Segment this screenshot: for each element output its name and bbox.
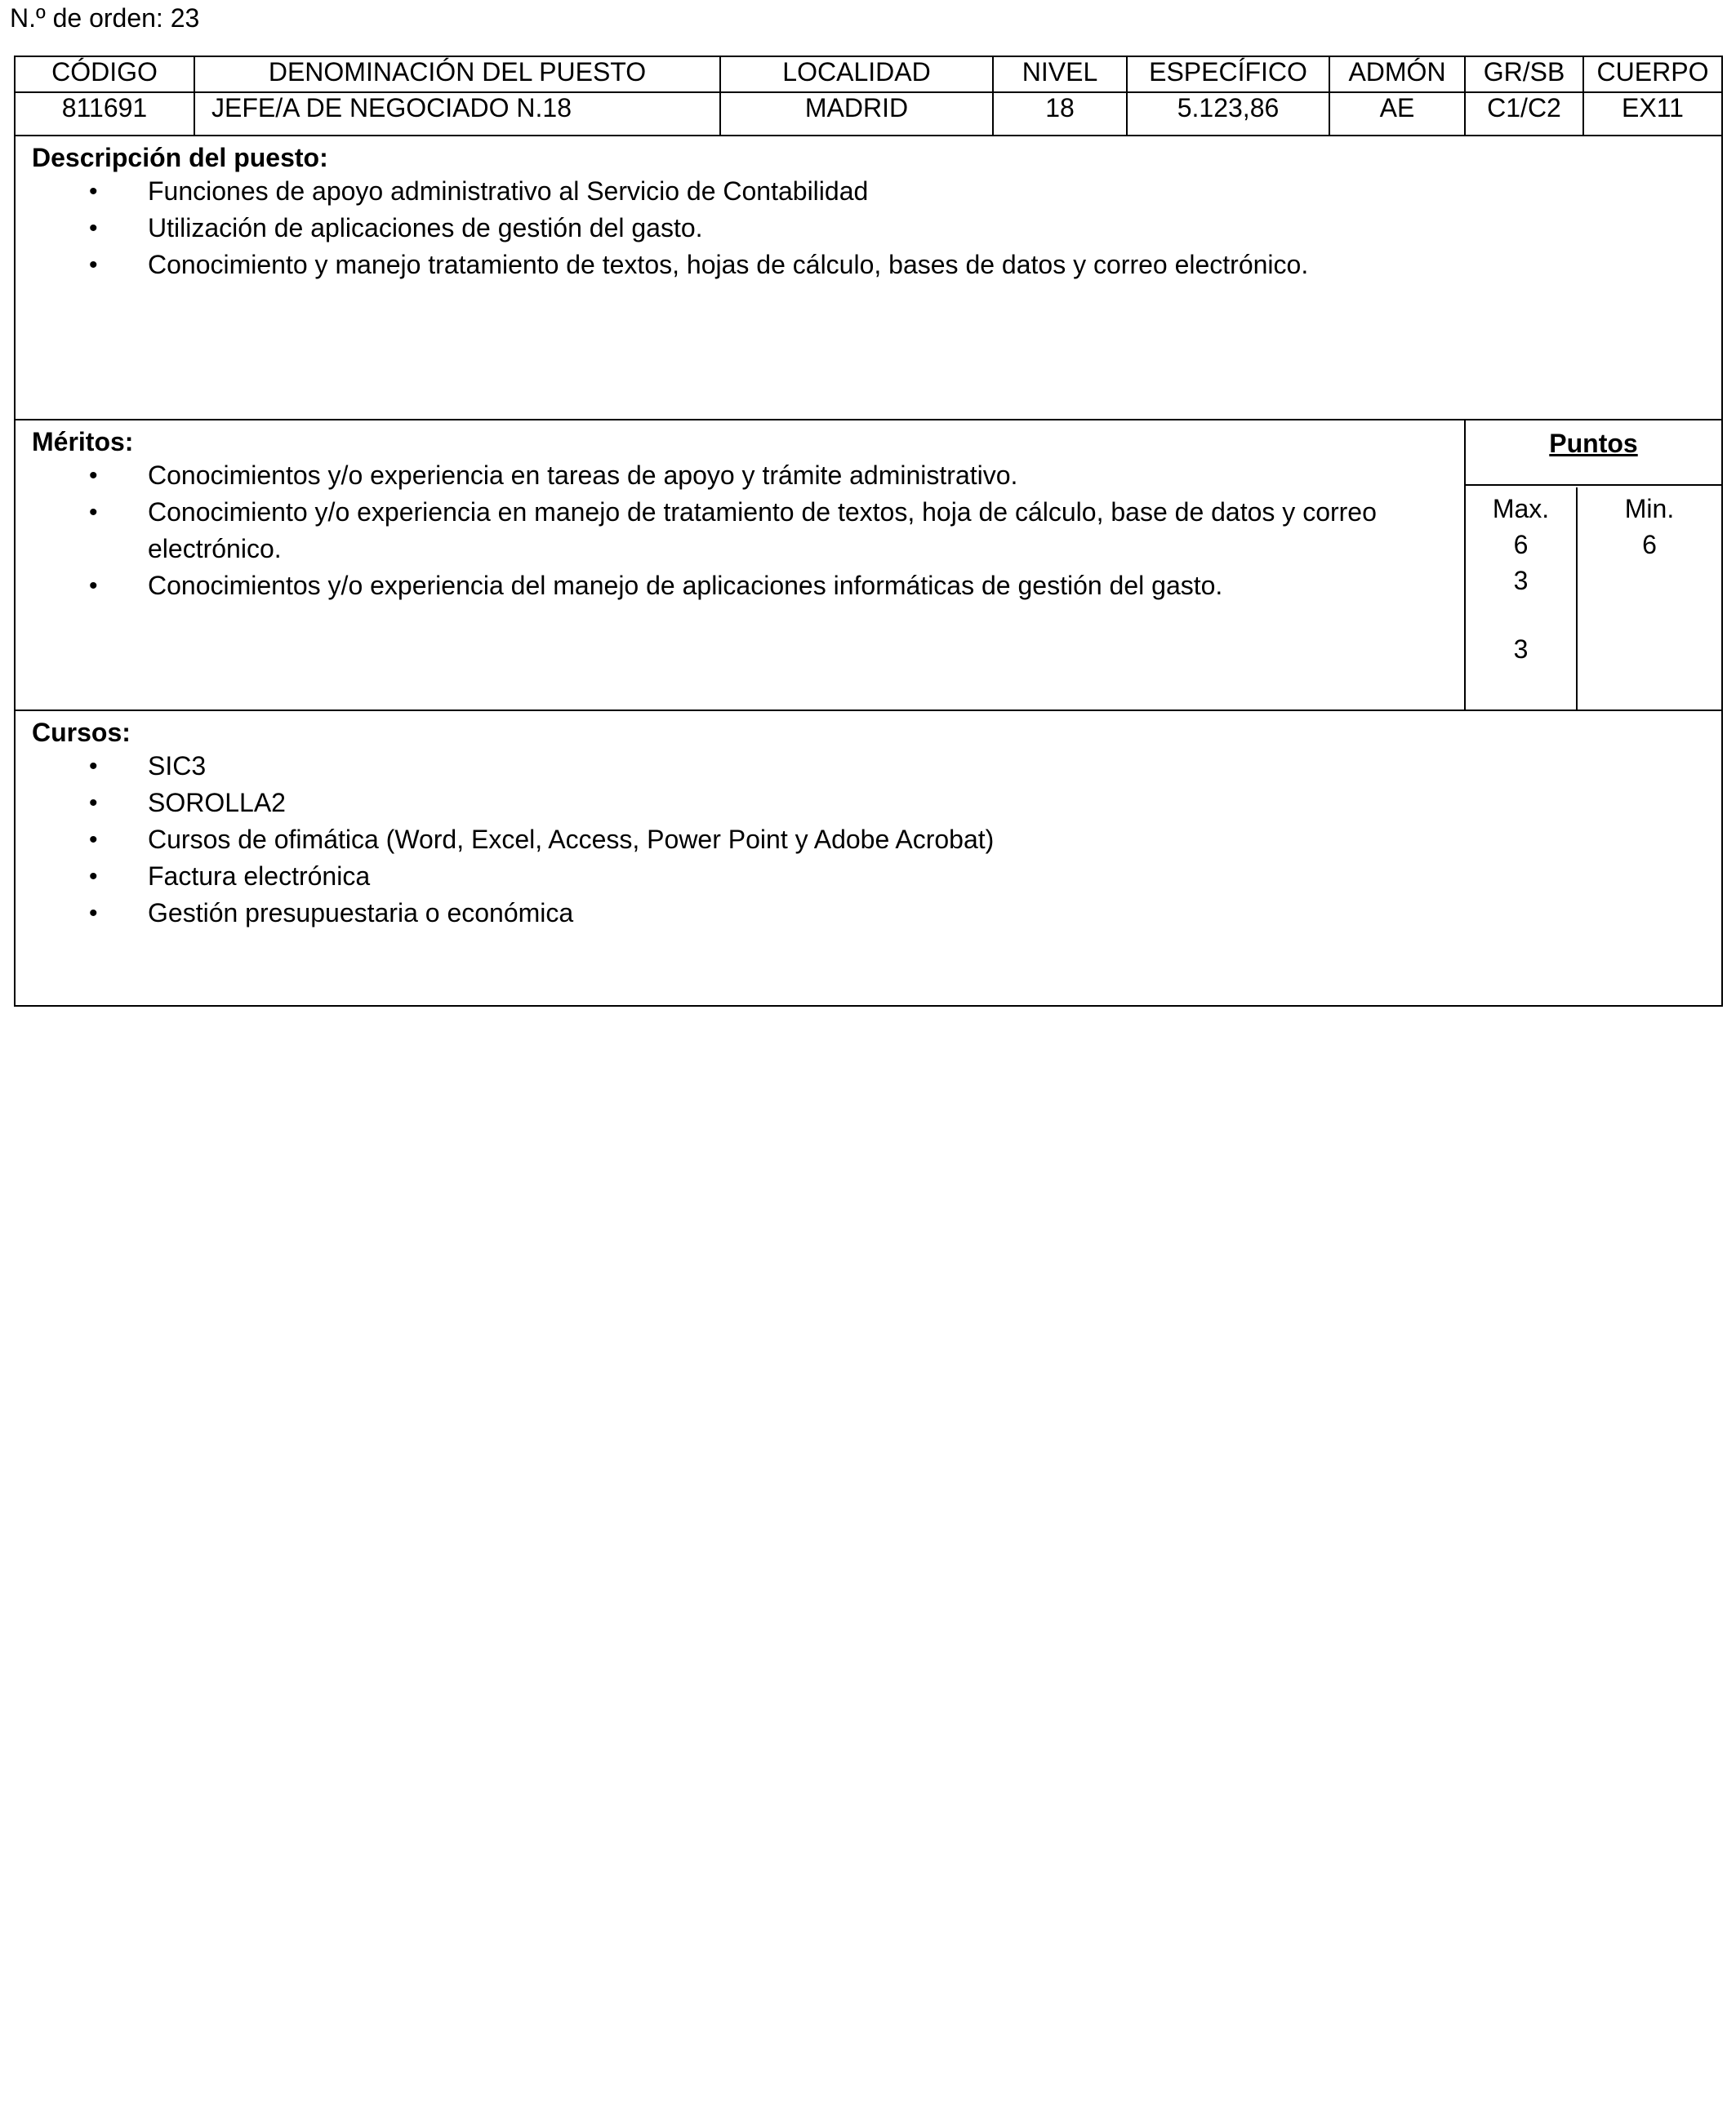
header-cuerpo: CUERPO <box>1583 56 1722 92</box>
list-item: • Conocimientos y/o experiencia del manejo de aplicaciones informáticas de gestión del gasto. <box>16 567 1420 604</box>
list-item: • Gestión presupuestaria o económica <box>16 895 1721 932</box>
job-post-table <box>14 56 1723 1007</box>
courses-list <box>16 748 1721 932</box>
points-max-column <box>1466 487 1578 710</box>
bullet-icon: • <box>89 826 98 853</box>
header-gr-sb: GR/SB <box>1465 56 1583 92</box>
header-denominacion: DENOMINACIÓN DEL PUESTO <box>194 56 720 92</box>
description-row <box>15 136 1722 420</box>
value-especifico: 5.123,86 <box>1127 92 1329 136</box>
header-nivel: NIVEL <box>993 56 1127 92</box>
bullet-icon: • <box>89 900 98 927</box>
header-row <box>15 56 1722 92</box>
header-especifico: ESPECÍFICO <box>1127 56 1329 92</box>
list-item: • Funciones de apoyo administrativo al Servicio de Contabilidad <box>16 173 1721 210</box>
courses-section <box>15 710 1722 1006</box>
merits-title: Méritos: <box>32 427 134 456</box>
points-max-value: 3 <box>1513 566 1529 595</box>
list-item: • Factura electrónica <box>16 858 1721 895</box>
list-item: • Conocimiento y manejo tratamiento de textos, hojas de cálculo, bases de datos y correo electrónico. <box>16 247 1721 283</box>
list-item: • Utilización de aplicaciones de gestión del gasto. <box>16 210 1721 247</box>
bullet-icon: • <box>89 790 98 816</box>
description-title: Descripción del puesto: <box>32 143 328 172</box>
merits-list <box>16 457 1420 604</box>
description-list <box>16 173 1721 283</box>
points-section <box>1465 420 1722 710</box>
points-max-value: 3 <box>1513 634 1529 664</box>
value-codigo: 811691 <box>15 92 194 136</box>
list-item: • Conocimiento y/o experiencia en manejo de tratamiento de textos, hoja de cálculo, base de datos y correo electrónico. <box>16 494 1420 567</box>
bullet-icon: • <box>89 753 98 780</box>
points-min-label: Min. <box>1624 494 1675 523</box>
description-section <box>15 136 1722 420</box>
points-min-column <box>1578 487 1721 710</box>
bullet-icon: • <box>89 462 98 489</box>
list-item: • Cursos de ofimática (Word, Excel, Access, Power Point y Adobe Acrobat) <box>16 821 1721 858</box>
points-max-value: 6 <box>1513 530 1529 559</box>
points-title: Puntos <box>1466 420 1721 486</box>
merits-row <box>15 420 1722 710</box>
bullet-icon: • <box>89 215 98 242</box>
list-item: • SIC3 <box>16 748 1721 785</box>
list-item: • Conocimientos y/o experiencia en tareas de apoyo y trámite administrativo. <box>16 457 1420 494</box>
courses-row <box>15 710 1722 1006</box>
header-admon: ADMÓN <box>1329 56 1465 92</box>
value-admon: AE <box>1329 92 1465 136</box>
points-max-label: Max. <box>1492 494 1550 523</box>
bullet-icon: • <box>89 499 98 526</box>
header-localidad: LOCALIDAD <box>720 56 993 92</box>
points-min-value: 6 <box>1642 530 1657 559</box>
bullet-icon: • <box>89 572 98 599</box>
values-row <box>15 92 1722 136</box>
value-denominacion: JEFE/A DE NEGOCIADO N.18 <box>194 92 720 136</box>
value-localidad: MADRID <box>720 92 993 136</box>
order-number: N.º de orden: 23 <box>10 3 200 33</box>
value-gr-sb: C1/C2 <box>1465 92 1583 136</box>
list-item: • SOROLLA2 <box>16 785 1721 821</box>
bullet-icon: • <box>89 863 98 890</box>
bullet-icon: • <box>89 251 98 278</box>
courses-title: Cursos: <box>32 718 131 747</box>
bullet-icon: • <box>89 178 98 205</box>
value-nivel: 18 <box>993 92 1127 136</box>
value-cuerpo: EX11 <box>1583 92 1722 136</box>
header-codigo: CÓDIGO <box>15 56 194 92</box>
merits-section <box>15 420 1465 710</box>
